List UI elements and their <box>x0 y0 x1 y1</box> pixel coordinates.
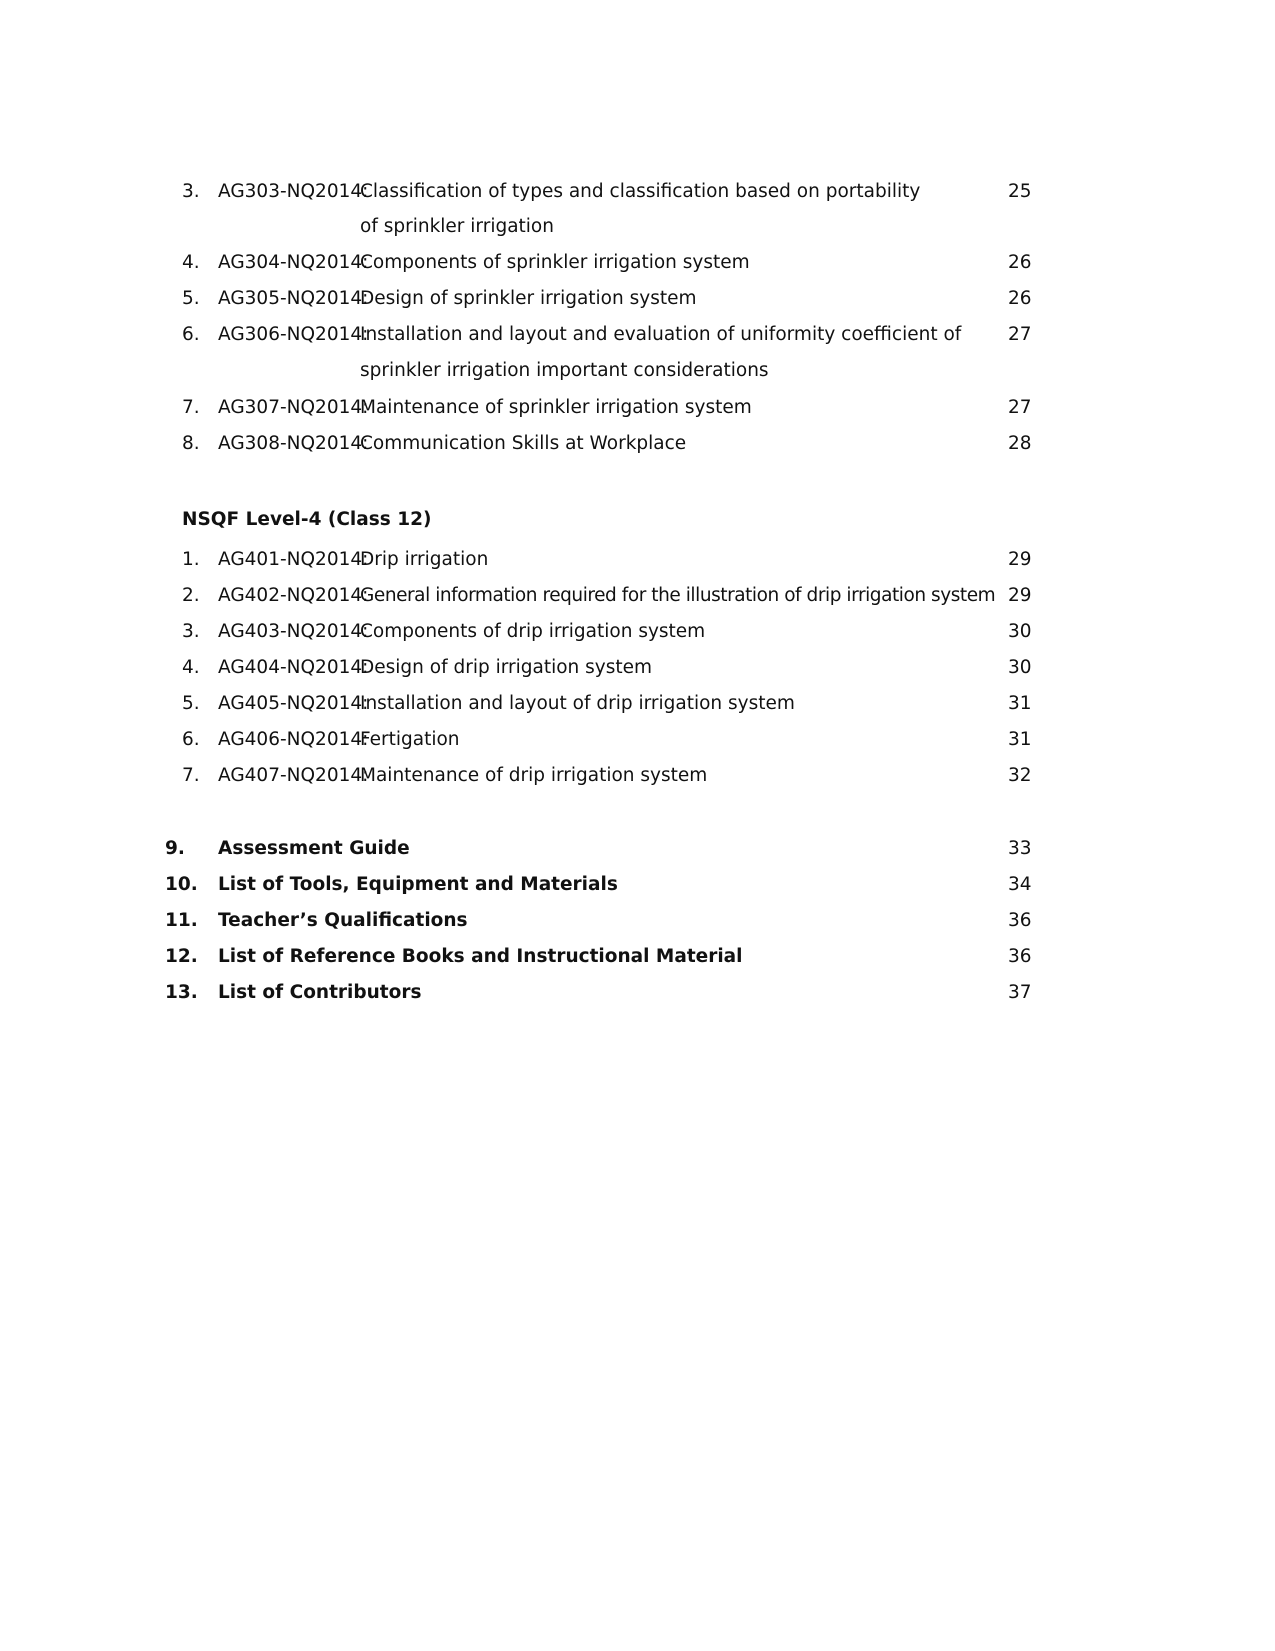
entry-page: 32 <box>1008 765 1032 786</box>
entry-number: 2. <box>182 585 200 606</box>
toc-entry <box>0 725 1275 755</box>
entry-code: AG306-NQ2014: <box>218 324 369 345</box>
entry-page: 29 <box>1008 585 1032 606</box>
toc-entry <box>0 581 1275 611</box>
entry-number: 6. <box>182 729 200 750</box>
entry-code: AG402-NQ2014: <box>218 585 369 606</box>
toc-entry <box>0 429 1275 459</box>
toc-entry <box>0 617 1275 647</box>
toc-section <box>0 978 1275 1008</box>
entry-page: 27 <box>1008 397 1032 418</box>
section-number: 13. <box>165 982 198 1003</box>
entry-code: AG304-NQ2014: <box>218 252 369 273</box>
entry-page: 30 <box>1008 657 1032 678</box>
entry-code: AG401-NQ2014: <box>218 549 369 570</box>
entry-number: 4. <box>182 252 200 273</box>
entry-title: Communication Skills at Workplace <box>360 433 687 454</box>
entry-page: 30 <box>1008 621 1032 642</box>
section-page: 34 <box>1008 874 1032 895</box>
toc-entry <box>0 284 1275 314</box>
entry-title-continuation: sprinkler irrigation important considerations <box>360 360 769 381</box>
toc-entry <box>0 177 1275 207</box>
entry-page: 29 <box>1008 549 1032 570</box>
entry-title: Maintenance of drip irrigation system <box>360 765 708 786</box>
entry-code: AG404-NQ2014: <box>218 657 369 678</box>
entry-code: AG406-NQ2014: <box>218 729 369 750</box>
entry-title: Maintenance of sprinkler irrigation system <box>360 397 752 418</box>
entry-number: 8. <box>182 433 200 454</box>
entry-title: General information required for the illustration of drip irrigation system <box>360 585 996 606</box>
entry-number: 3. <box>182 181 200 202</box>
entry-page: 31 <box>1008 729 1032 750</box>
entry-code: AG403-NQ2014: <box>218 621 369 642</box>
toc-section <box>0 942 1275 972</box>
entry-title: Fertigation <box>360 729 460 750</box>
entry-number: 7. <box>182 397 200 418</box>
toc-section <box>0 906 1275 936</box>
section-number: 12. <box>165 946 198 967</box>
toc-section <box>0 834 1275 864</box>
entry-number: 7. <box>182 765 200 786</box>
entry-page: 28 <box>1008 433 1032 454</box>
entry-title: Installation and layout and evaluation of uniformity coefficient of <box>360 324 962 345</box>
entry-page: 26 <box>1008 288 1032 309</box>
toc-entry <box>0 248 1275 278</box>
entry-number: 5. <box>182 693 200 714</box>
entry-code: AG305-NQ2014: <box>218 288 369 309</box>
entry-page: 25 <box>1008 181 1032 202</box>
entry-code: AG303-NQ2014: <box>218 181 369 202</box>
toc-entry <box>0 320 1275 350</box>
section-number: 10. <box>165 874 198 895</box>
entry-title: Design of sprinkler irrigation system <box>360 288 697 309</box>
entry-page: 27 <box>1008 324 1032 345</box>
section-title: List of Tools, Equipment and Materials <box>218 874 618 895</box>
toc-entry <box>0 689 1275 719</box>
entry-code: AG405-NQ2014: <box>218 693 369 714</box>
toc-section <box>0 870 1275 900</box>
section-title: List of Reference Books and Instructional Material <box>218 946 743 967</box>
entry-title: Installation and layout of drip irrigation system <box>360 693 795 714</box>
toc-entry <box>0 545 1275 575</box>
entry-number: 3. <box>182 621 200 642</box>
section-page: 33 <box>1008 838 1032 859</box>
entry-title: Drip irrigation <box>360 549 489 570</box>
entry-title: Components of sprinkler irrigation system <box>360 252 750 273</box>
entry-number: 4. <box>182 657 200 678</box>
entry-title-continuation: of sprinkler irrigation <box>360 216 554 237</box>
section-page: 36 <box>1008 910 1032 931</box>
section-heading: NSQF Level-4 (Class 12) <box>182 509 432 530</box>
section-number: 9. <box>165 838 185 859</box>
entry-code: AG307-NQ2014: <box>218 397 369 418</box>
entry-number: 6. <box>182 324 200 345</box>
entry-title: Design of drip irrigation system <box>360 657 653 678</box>
toc-entry-continuation <box>0 356 1275 386</box>
entry-number: 1. <box>182 549 200 570</box>
entry-page: 31 <box>1008 693 1032 714</box>
entry-title: Components of drip irrigation system <box>360 621 706 642</box>
section-number: 11. <box>165 910 198 931</box>
entry-page: 26 <box>1008 252 1032 273</box>
toc-entry <box>0 393 1275 423</box>
toc-entry-continuation <box>0 212 1275 242</box>
toc-entry <box>0 761 1275 791</box>
section-title: List of Contributors <box>218 982 422 1003</box>
entry-code: AG407-NQ2014: <box>218 765 369 786</box>
section-page: 37 <box>1008 982 1032 1003</box>
entry-title: Classification of types and classification based on portability <box>360 181 921 202</box>
entry-number: 5. <box>182 288 200 309</box>
section-page: 36 <box>1008 946 1032 967</box>
section-title: Teacher’s Qualifications <box>218 910 468 931</box>
section-title: Assessment Guide <box>218 838 410 859</box>
entry-code: AG308-NQ2014: <box>218 433 369 454</box>
toc-entry <box>0 653 1275 683</box>
